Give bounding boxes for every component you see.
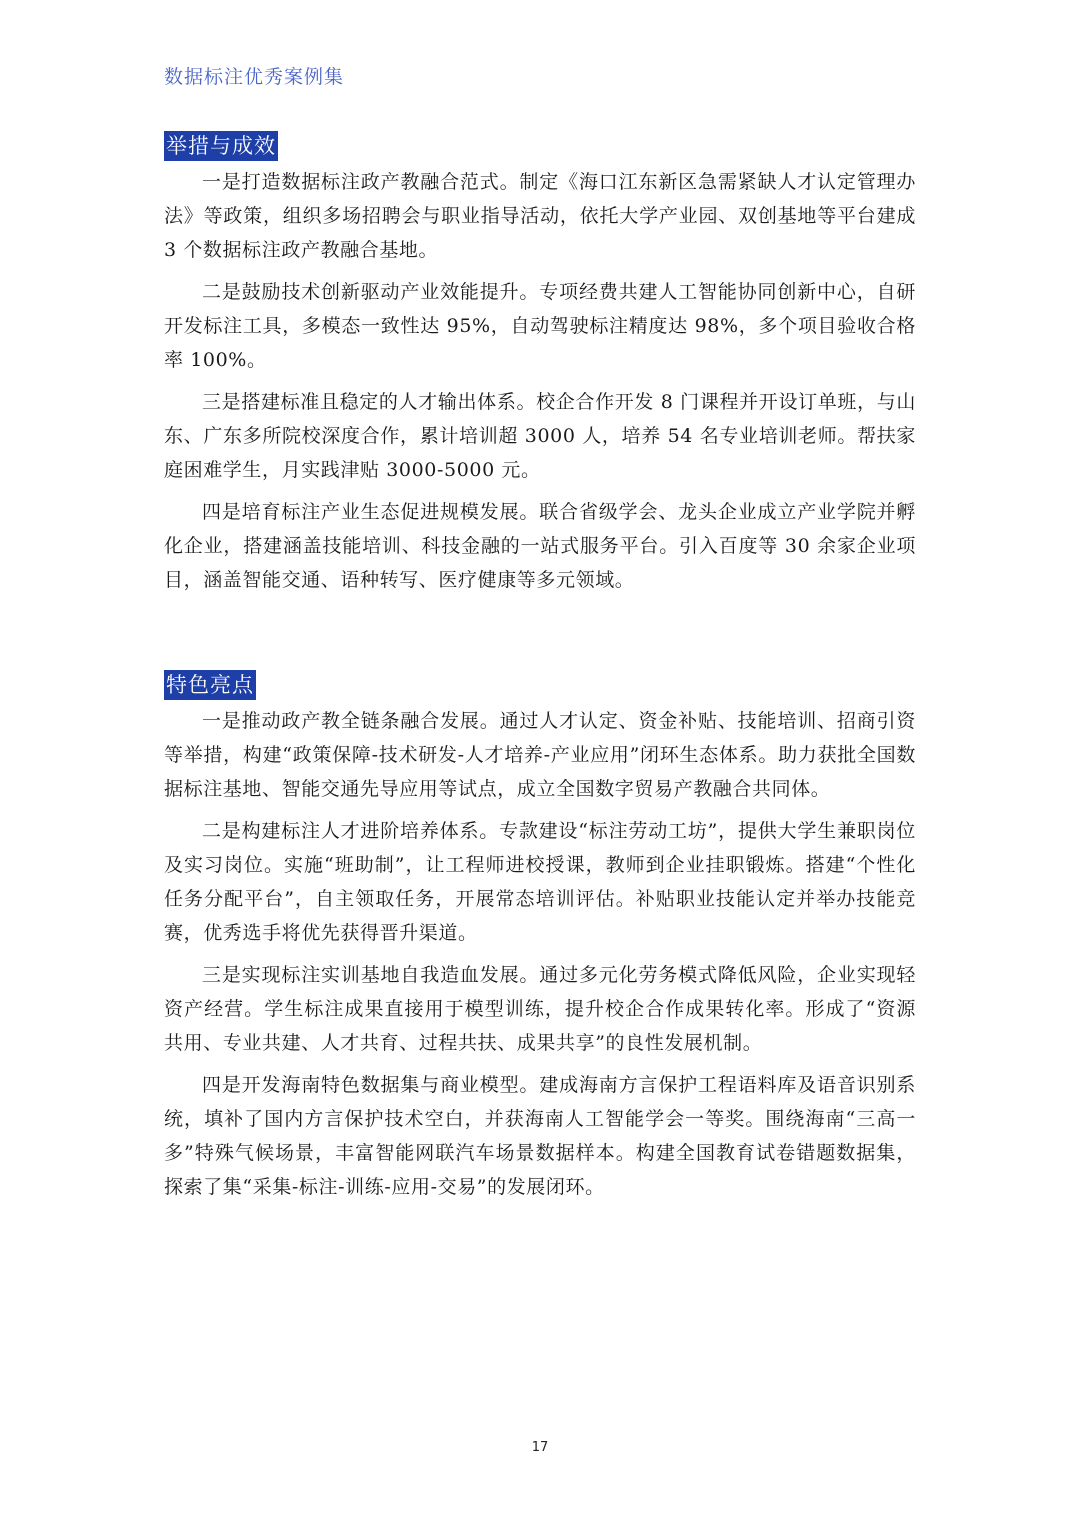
paragraph: 一是打造数据标注政产教融合范式。制定《海口江东新区急需紧缺人才认定管理办法》等政策，组织多场招聘会与职业指导活动，依托大学产业园、双创基地等平台建成 3 个数据标注政产教融合基地。 [164, 171, 916, 261]
page-number: 17 [531, 1440, 549, 1455]
section-measures-results [164, 131, 916, 605]
paragraph: 三是实现标注实训基地自我造血发展。通过多元化劳务模式降低风险，企业实现轻资产经营。学生标注成果直接用于模型训练，提升校企合作成果转化率。形成了“资源共用、专业共建、人才共育、过程共扶、成果共享”的良性发展机制。 [164, 964, 916, 1054]
running-header: 数据标注优秀案例集 [164, 66, 345, 88]
paragraph: 四是培育标注产业生态促进规模发展。联合省级学会、龙头企业成立产业学院并孵化企业，搭建涵盖技能培训、科技金融的一站式服务平台。引入百度等 30 余家企业项目，涵盖智能交通、语种转写、医疗健康等多元领域。 [164, 501, 916, 591]
paragraph: 四是开发海南特色数据集与商业模型。建成海南方言保护工程语料库及语音识别系统，填补了国内方言保护技术空白，并获海南人工智能学会一等奖。围绕海南“三高一多”特殊气候场景，丰富智能网联汽车场景数据样本。构建全国教育试卷错题数据集，探索了集“采集-标注-训练-应用-交易”的发展闭环。 [164, 1074, 916, 1198]
section-title: 特色亮点 [164, 670, 256, 700]
paragraph: 三是搭建标准且稳定的人才输出体系。校企合作开发 8 门课程并开设订单班，与山东、广东多所院校深度合作，累计培训超 3000 人，培养 54 名专业培训老师。帮扶家庭困难学生，月实践津贴 3000-5000 元。 [164, 391, 916, 481]
section-highlights [164, 670, 916, 1212]
section-title: 举措与成效 [164, 131, 278, 161]
paragraph: 一是推动政产教全链条融合发展。通过人才认定、资金补贴、技能培训、招商引资等举措，构建“政策保障-技术研发-人才培养-产业应用”闭环生态体系。助力获批全国数据标注基地、智能交通先导应用等试点，成立全国数字贸易产教融合共同体。 [164, 710, 916, 800]
paragraph: 二是构建标注人才进阶培养体系。专款建设“标注劳动工坊”，提供大学生兼职岗位及实习岗位。实施“班助制”，让工程师进校授课，教师到企业挂职锻炼。搭建“个性化任务分配平台”，自主领取任务，开展常态培训评估。补贴职业技能认定并举办技能竞赛，优秀选手将优先获得晋升渠道。 [164, 820, 916, 944]
paragraph: 二是鼓励技术创新驱动产业效能提升。专项经费共建人工智能协同创新中心，自研开发标注工具，多模态一致性达 95%，自动驾驶标注精度达 98%，多个项目验收合格率 100%。 [164, 281, 916, 371]
